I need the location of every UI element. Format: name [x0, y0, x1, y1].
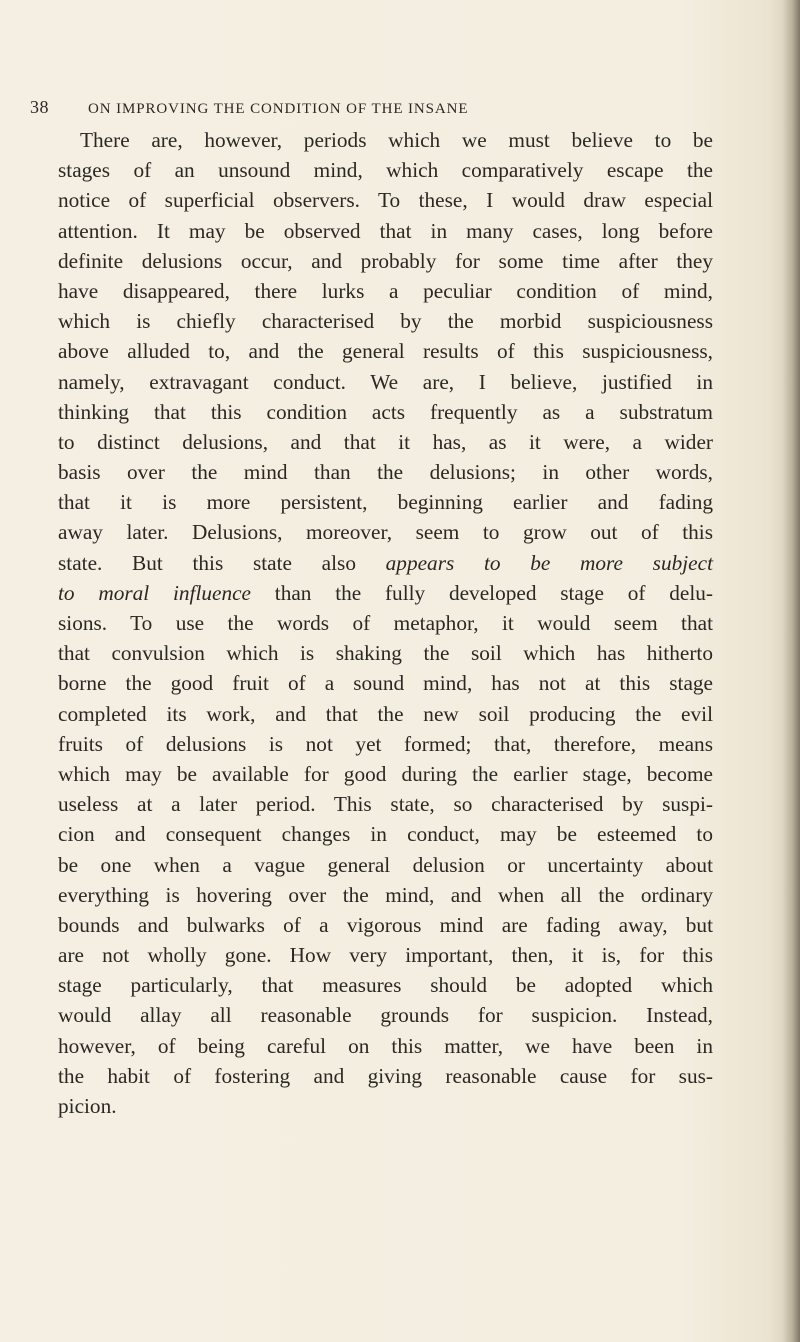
italic-run: appears to be more subject — [385, 550, 713, 575]
body-paragraph — [58, 125, 713, 1121]
text-line: above alluded to, and the general results of this suspiciousness, — [58, 339, 713, 364]
text-line: borne the good fruit of a sound mind, has not at this stage — [58, 671, 713, 696]
text-line: namely, extravagant conduct. We are, I believe, justified in — [58, 369, 713, 394]
text-line: which may be available for good during the earlier stage, become — [58, 761, 713, 786]
text-line: would allay all reasonable grounds for suspicion. Instead, — [58, 1003, 713, 1028]
text-line: are not wholly gone. How very important, then, it is, for this — [58, 943, 713, 968]
text-line: stage particularly, that measures should be adopted which — [58, 973, 713, 998]
page-edge-shadow — [782, 0, 800, 1342]
text-line: however, of being careful on this matter, we have been in — [58, 1033, 713, 1058]
text-line: definite delusions occur, and probably for some time after they — [58, 248, 713, 273]
text-line: picion. — [58, 1094, 117, 1118]
text-line: stages of an unsound mind, which comparatively escape the — [58, 158, 713, 183]
text-line: away later. Delusions, moreover, seem to grow out of this — [58, 520, 713, 545]
text-line: There are, however, periods which we must believe to be — [80, 128, 713, 152]
text-line — [58, 548, 713, 578]
text-run: state. But this state also — [58, 550, 386, 575]
text-line: bounds and bulwarks of a vigorous mind are fading away, but — [58, 912, 713, 937]
text-line: notice of superficial observers. To these, I would draw especial — [58, 188, 713, 213]
text-line: cion and consequent changes in conduct, may be esteemed to — [58, 822, 713, 847]
text-line: completed its work, and that the new soil producing the evil — [58, 701, 713, 726]
text-line: attention. It may be observed that in many cases, long before — [58, 218, 713, 243]
text-line: thinking that this condition acts frequently as a substratum — [58, 399, 713, 424]
text-line: which is chiefly characterised by the morbid suspiciousness — [58, 309, 713, 334]
text-line: have disappeared, there lurks a peculiar condition of mind, — [58, 278, 713, 303]
text-line: sions. To use the words of metaphor, it would seem that — [58, 611, 713, 635]
text-run: than the fully developed stage of delu- — [251, 580, 713, 605]
text-line: that it is more persistent, beginning earlier and fading — [58, 490, 713, 515]
text-line: be one when a vague general delusion or uncertainty about — [58, 852, 713, 877]
text-line: fruits of delusions is not yet formed; that, therefore, means — [58, 731, 713, 756]
text-line — [58, 578, 713, 608]
running-title: ON IMPROVING THE CONDITION OF THE INSANE — [88, 101, 469, 117]
text-line: that convulsion which is shaking the soil which has hitherto — [58, 641, 713, 666]
running-head — [30, 97, 720, 125]
page-number: 38 — [30, 97, 49, 117]
text-line: basis over the mind than the delusions; in other words, — [58, 460, 713, 485]
text-line: the habit of fostering and giving reasonable cause for sus- — [58, 1063, 713, 1088]
text-line: everything is hovering over the mind, and when all the ordinary — [58, 882, 713, 907]
italic-run: to moral influence — [58, 580, 252, 605]
text-line: to distinct delusions, and that it has, as it were, a wider — [58, 429, 713, 454]
text-line: useless at a later period. This state, so characterised by suspi- — [58, 792, 713, 817]
